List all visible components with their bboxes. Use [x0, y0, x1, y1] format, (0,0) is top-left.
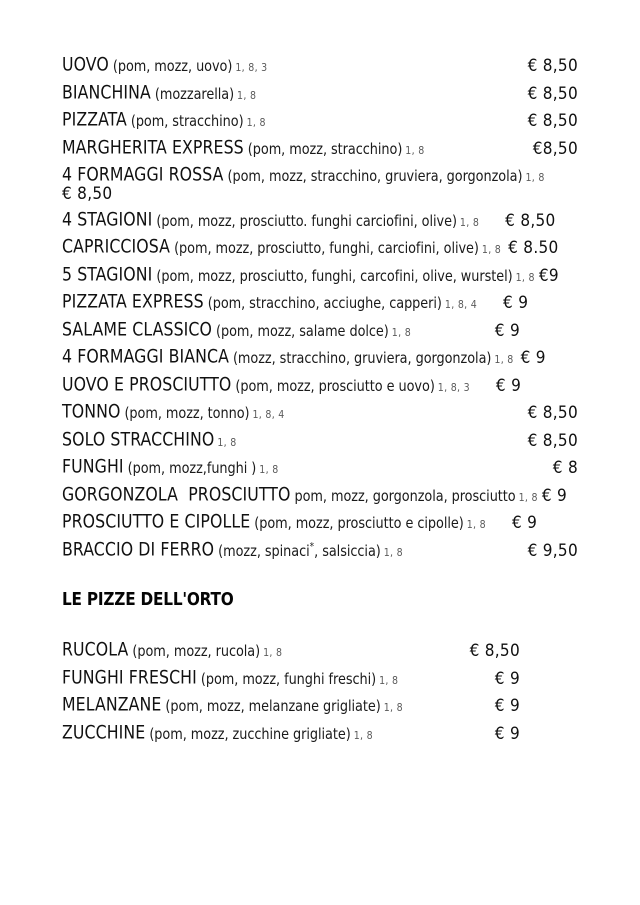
allergen-codes: 1, 8, 4 [444, 299, 478, 311]
dish-description: (pom, mozz, stracchino, gruviera, gorgonzola) [227, 168, 523, 186]
dish-description: (mozz, stracchino, gruviera, gorgonzola) [232, 350, 492, 368]
section-heading-pizze-dell-orto: LE PIZZE DELL'ORTO [62, 589, 234, 610]
menu-item-row [62, 511, 578, 534]
menu-item-price: € 8,50 [527, 430, 578, 451]
menu-item-text [62, 346, 514, 369]
menu-item-price: €9 [538, 265, 559, 286]
menu-item-row [62, 164, 578, 187]
dish-name: CAPRICCIOSA [62, 236, 171, 259]
dish-description: (pom, mozz, rucola) [132, 643, 261, 661]
dish-description: (pom, stracchino) [130, 113, 244, 131]
menu-item-text [62, 291, 478, 314]
menu-item-row [62, 109, 578, 132]
menu-item-price: € 8,50 [62, 183, 113, 204]
dish-description: (pom, mozz, salame dolce) [216, 322, 389, 340]
menu-item-price: € 9 [495, 375, 522, 396]
menu-item-row [62, 319, 578, 341]
menu-item-price: € 9 [494, 320, 520, 341]
dish-name: FUNGHI FRESCHI [62, 667, 197, 689]
allergen-codes: 1, 8 [259, 464, 279, 476]
dish-description: (mozz, spinaci*, salsiccia) [218, 541, 381, 560]
dish-description: (pom, mozz,funghi ) [127, 460, 257, 478]
allergen-codes: 1, 8 [383, 546, 403, 559]
menu-item-text [62, 264, 535, 286]
menu-item-row [62, 694, 578, 717]
allergen-codes: 1, 8 [217, 436, 237, 449]
menu-item-text [62, 429, 237, 451]
menu-item-price: € 8.50 [508, 238, 559, 258]
menu-item-price: € 9 [511, 513, 538, 533]
menu-item-price: € 9 [541, 485, 568, 506]
allergen-codes: 1, 8, 3 [235, 62, 268, 74]
allergen-codes: 1, 8 [405, 144, 425, 157]
menu-item-row [62, 667, 578, 689]
menu-item-text [62, 511, 486, 534]
dish-description: (pom, mozz, tonno) [124, 405, 250, 423]
menu-item-row [62, 82, 578, 104]
dish-name: BRACCIO DI FERRO [62, 539, 215, 561]
dish-name: MARGHERITA EXPRESS [62, 137, 244, 159]
menu-item-text [62, 137, 425, 159]
allergen-codes: 1, 8 [353, 729, 373, 742]
menu-item-row [62, 539, 578, 561]
dish-name: TONNO [62, 401, 121, 424]
allergen-codes: 1, 8 [383, 702, 403, 714]
dish-name: PROSCIUTTO E CIPOLLE [62, 511, 251, 534]
menu-item-price: € 8,50 [469, 641, 520, 661]
menu-item-row [62, 722, 578, 744]
menu-item-price: €8,50 [532, 138, 578, 159]
menu-item-text [62, 164, 545, 187]
allergen-codes: 1, 8 [518, 491, 538, 504]
menu-content [62, 54, 578, 753]
allergen-codes: 1, 8 [466, 519, 486, 531]
dish-name: SALAME CLASSICO [62, 319, 213, 341]
dish-name: UOVO [62, 54, 109, 77]
menu-item-price: € 8,50 [527, 403, 578, 423]
allergen-codes: 1, 8 [525, 172, 545, 184]
allergen-codes: 1, 8, 4 [252, 409, 285, 421]
dish-description: pom, mozz, gorgonzola, prosciutto [294, 487, 516, 505]
menu-item-text [62, 484, 538, 506]
menu-item-text [62, 722, 373, 744]
dish-description: (pom, mozz, stracchino) [247, 140, 403, 158]
allergen-codes: 1, 8 [515, 271, 535, 284]
dish-name: MELANZANE [62, 694, 162, 717]
dish-description: (pom, mozz, prosciutto e cipolle) [254, 515, 464, 533]
dish-description: (pom, mozz, prosciutto e uovo) [235, 377, 435, 395]
menu-item-text [62, 54, 268, 77]
allergen-codes: 1, 8, 3 [437, 381, 470, 394]
dish-name: PIZZATA EXPRESS [62, 291, 204, 314]
allergen-codes: 1, 8 [263, 647, 283, 659]
menu-item-price: € 8,50 [527, 56, 578, 76]
menu-item-price: € 9 [494, 696, 520, 716]
menu-item-row [62, 346, 578, 369]
menu-item-text [62, 109, 266, 132]
menu-item-price: € 8,50 [505, 210, 556, 231]
menu-item-text [62, 374, 470, 396]
menu-item-price: € 9 [494, 668, 520, 689]
dish-description: (pom, mozz, prosciutto, funghi, carciofini, olive) [174, 240, 479, 258]
menu-item-row [62, 264, 578, 286]
menu-item-row [62, 429, 578, 451]
menu-item-text [62, 209, 480, 231]
menu-item-text [62, 236, 502, 259]
dish-description: (pom, mozz, prosciutto. funghi carciofini, olive) [156, 212, 457, 230]
menu-item-price: € 8,50 [527, 83, 578, 104]
allergen-codes: 1, 8 [237, 89, 257, 102]
dish-description: (mozzarella) [154, 85, 235, 103]
menu-item-row [62, 54, 578, 77]
menu-item-row [62, 484, 578, 506]
menu-item-text [62, 401, 285, 424]
dish-name: 5 STAGIONI [62, 264, 153, 286]
menu-item-price: € 8 [552, 458, 578, 478]
allergen-codes: 1, 8 [494, 354, 514, 366]
dish-name: PIZZATA [62, 109, 127, 132]
dish-description: (pom, stracchino, acciughe, capperi) [207, 295, 442, 313]
menu-item-text [62, 694, 403, 717]
menu-item-price: € 8,50 [527, 111, 578, 131]
menu-item-price: € 9,50 [527, 540, 578, 561]
menu-item-row [62, 209, 578, 231]
dish-name: GORGONZOLA PROSCIUTTO [62, 484, 291, 506]
dish-description: (pom, mozz, melanzane grigliate) [165, 698, 381, 716]
dish-description: (pom, mozz, zucchine grigliate) [149, 725, 351, 743]
allergen-codes: 1, 8 [246, 117, 266, 129]
dish-name: 4 FORMAGGI ROSSA [62, 164, 224, 187]
menu-item-row [62, 236, 578, 259]
allergen-codes: 1, 8 [391, 326, 411, 339]
dish-name: RUCOLA [62, 639, 129, 662]
dish-description: (pom, mozz, prosciutto, funghi, carcofini, olive, wurstel) [156, 267, 513, 285]
allergen-codes: 1, 8 [459, 216, 480, 229]
menu-item-row [62, 401, 578, 424]
dish-description: (pom, mozz, funghi freschi) [200, 670, 377, 688]
allergen-codes: 1, 8 [481, 244, 502, 256]
menu-item-row [62, 137, 578, 159]
menu-item-price: € 9 [520, 348, 546, 368]
menu-item-text [62, 639, 283, 662]
dish-name: UOVO E PROSCIUTTO [62, 374, 232, 396]
menu-item-row [62, 291, 578, 314]
dish-name: SOLO STRACCHINO [62, 429, 215, 451]
dish-name: 4 FORMAGGI BIANCA [62, 346, 229, 369]
dish-name: ZUCCHINE [62, 722, 146, 744]
dish-description: (pom, mozz, uovo) [112, 58, 233, 76]
footnote-asterisk: * [309, 541, 315, 553]
menu-item-row [62, 456, 578, 479]
menu-item-text [62, 319, 411, 341]
allergen-codes: 1, 8 [379, 674, 399, 687]
dish-name: FUNGHI [62, 456, 124, 479]
menu-item-price: € 9 [503, 293, 529, 313]
dish-name: 4 STAGIONI [62, 209, 153, 231]
menu-item-row [62, 374, 578, 396]
menu-item-text [62, 456, 279, 479]
menu-item-text [62, 539, 403, 561]
menu-item-text [62, 667, 399, 689]
menu-item-row [62, 639, 578, 662]
dish-name: BIANCHINA [62, 82, 151, 104]
menu-item-text [62, 82, 257, 104]
menu-item-price: € 9 [494, 723, 520, 744]
